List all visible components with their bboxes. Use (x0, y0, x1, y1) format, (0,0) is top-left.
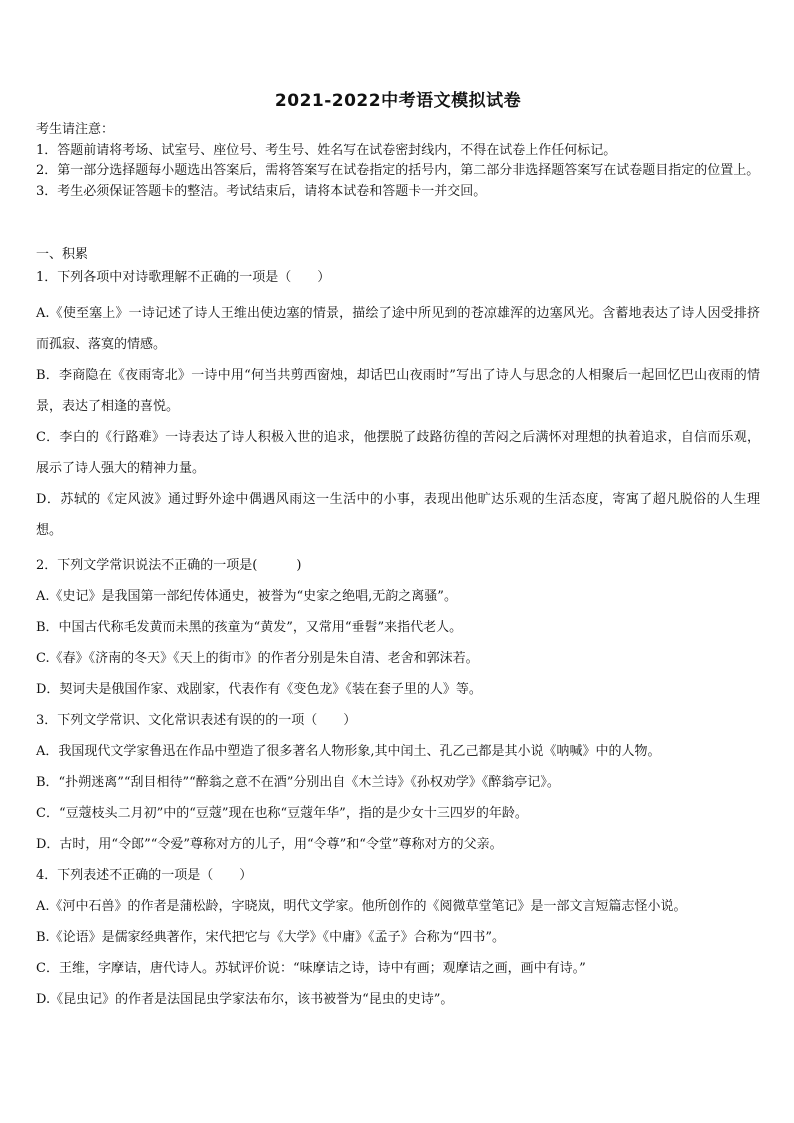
question-2-option-b: B．中国古代称毛发黄而未黑的孩童为“黄发”，又常用“垂髫”来指代老人。 (36, 620, 463, 635)
question-2-option-d: D．契诃夫是俄国作家、戏剧家，代表作有《变色龙》《装在套子里的人》等。 (36, 682, 482, 697)
question-2-option-a: A.《史记》是我国第一部纪传体通史，被誉为“史家之绝唱,无韵之离骚”。 (36, 589, 457, 604)
notice-item-1: 1．答题前请将考场、试室号、座位号、考生号、姓名写在试卷密封线内，不得在试卷上作任何标记。 (36, 142, 617, 158)
question-3-option-c: C．“豆蔻枝头二月初”中的“豆蔻”现在也称“豆蔻年华”，指的是少女十三四岁的年龄。 (36, 806, 528, 821)
question-4-stem: 4．下列表述不正确的一项是（ ） (36, 868, 253, 883)
question-4-option-a: A.《河中石兽》的作者是蒲松龄，字晓岚，明代文学家。他所创作的《阅微草堂笔记》是一部文言短篇志怪小说。 (36, 899, 687, 914)
question-3-option-b: B．“扑朔迷离”“刮目相待”“醉翁之意不在酒”分别出自《木兰诗》《孙权劝学》《醉翁亭记》。 (36, 775, 560, 790)
question-1-option-c: C．李白的《行路难》一诗表达了诗人积极入世的追求，他摆脱了歧路彷徨的苦闷之后满怀对理想的执着追求，自信而乐观，展示了诗人强大的精神力量。 (36, 430, 760, 476)
question-2-stem: 2．下列文学常识说法不正确的一项是( ) (36, 558, 302, 573)
notice-item-2: 2．第一部分选择题每小题选出答案后，需将答案写在试卷指定的括号内，第二部分非选择题答案写在试卷题目指定的位置上。 (36, 163, 760, 178)
question-1-option-d: D．苏轼的《定风波》通过野外途中偶遇风雨这一生活中的小事，表现出他旷达乐观的生活态度，寄寓了超凡脱俗的人生理想。 (36, 492, 760, 538)
question-1 (36, 267, 760, 546)
question-2-option-c: C.《春》《济南的冬天》《天上的街市》的作者分别是朱自清、老舍和郭沫若。 (36, 651, 479, 666)
question-4-option-d: D.《昆虫记》的作者是法国昆虫学家法布尔，该书被誉为“昆虫的史诗”。 (36, 992, 454, 1007)
question-3-option-d: D．古时，用“令郎”“令爱”尊称对方的儿子，用“令尊”和“令堂”尊称对方的父亲。 (36, 837, 503, 852)
page-title: 2021-2022中考语文模拟试卷 (274, 91, 522, 111)
question-4-option-b: B.《论语》是儒家经典著作，宋代把它与《大学》《中庸》《孟子》合称为“四书”。 (36, 930, 505, 945)
question-4-option-c: C．王维，字摩诘，唐代诗人。苏轼评价说：“味摩诘之诗，诗中有画；观摩诘之画，画中有诗。” (36, 961, 586, 976)
question-4 (36, 865, 760, 1011)
candidate-notice (36, 120, 760, 202)
question-3-option-a: A．我国现代文学家鲁迅在作品中塑造了很多著名人物形象,其中闰土、孔乙己都是其小说《呐喊》中的人物。 (36, 744, 661, 759)
section-accumulation (36, 244, 760, 1020)
question-3-stem: 3．下列文学常识、文化常识表述有误的的一项（ ） (36, 713, 357, 728)
notice-heading: 考生请注意： (36, 122, 115, 137)
question-1-option-b: B．李商隐在《夜雨寄北》一诗中用“何当共剪西窗烛，却话巴山夜雨时”写出了诗人与思念的人相聚后一起回忆巴山夜雨的情景，表达了相逢的喜悦。 (36, 368, 760, 414)
section-heading: 一、积累 (36, 247, 89, 262)
notice-item-3: 3．考生必须保证答题卡的整洁。考试结束后，请将本试卷和答题卡一并交回。 (36, 183, 487, 199)
question-1-stem: 1．下列各项中对诗歌理解不正确的一项是（ ） (36, 270, 331, 285)
question-1-option-a: A.《使至塞上》一诗记述了诗人王维出使边塞的情景，描绘了途中所见到的苍凉雄浑的边塞风光。含蓄地表达了诗人因受排挤而孤寂、落寞的情感。 (36, 306, 760, 352)
question-3 (36, 710, 760, 856)
question-2 (36, 555, 760, 701)
